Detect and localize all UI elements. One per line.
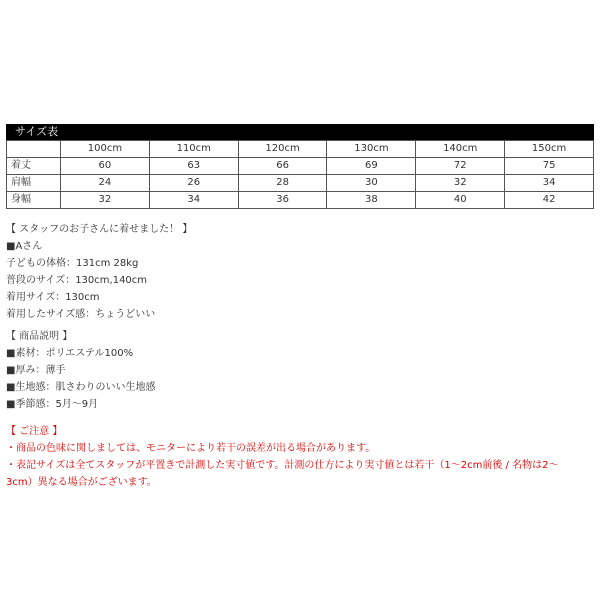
staff-line: 着用したサイズ感：ちょうどいい bbox=[6, 309, 156, 320]
table-cell: 26 bbox=[149, 175, 238, 192]
notice-line: ・商品の色味に関しましては、モニターにより若干の誤差が出る場合があります。 bbox=[6, 443, 376, 454]
notice-line: ・表記サイズは全てスタッフが平置きで計測した実寸値です。計測の仕方により実寸値とは若干（1〜2cm前後 / 名物は2〜 bbox=[6, 460, 559, 471]
table-row bbox=[7, 158, 594, 175]
size-column-header: 140cm bbox=[416, 141, 505, 158]
table-cell: 36 bbox=[238, 192, 327, 209]
size-column-header: 130cm bbox=[327, 141, 416, 158]
staff-heading: 【 スタッフのお子さんに着せました！ 】 bbox=[6, 224, 193, 235]
table-cell: 60 bbox=[61, 158, 150, 175]
table-cell: 30 bbox=[327, 175, 416, 192]
size-column-header: 110cm bbox=[149, 141, 238, 158]
staff-section bbox=[6, 221, 192, 323]
row-label-shoulder: 肩幅 bbox=[7, 175, 61, 192]
table-cell: 66 bbox=[238, 158, 327, 175]
staff-line: 子どもの体格：131cm 28kg bbox=[6, 258, 139, 269]
row-label-width: 身幅 bbox=[7, 192, 61, 209]
product-line: ■素材：ポリエステル100% bbox=[6, 348, 134, 359]
product-line: ■生地感：肌さわりのいい生地感 bbox=[6, 382, 156, 393]
table-cell: 24 bbox=[61, 175, 150, 192]
product-section bbox=[6, 328, 155, 413]
table-cell: 38 bbox=[327, 192, 416, 209]
notice-heading: 【 ご注意 】 bbox=[6, 426, 63, 437]
size-column-header: 120cm bbox=[238, 141, 327, 158]
staff-line: ■Aさん bbox=[6, 241, 43, 252]
size-table-corner-cell bbox=[7, 141, 61, 158]
table-cell: 72 bbox=[416, 158, 505, 175]
staff-line: 普段のサイズ：130cm,140cm bbox=[6, 275, 148, 286]
product-line: ■厚み：薄手 bbox=[6, 365, 66, 376]
table-cell: 32 bbox=[416, 175, 505, 192]
size-table-title: サイズ表 bbox=[6, 124, 594, 140]
notice-section bbox=[6, 423, 558, 491]
table-cell: 42 bbox=[505, 192, 594, 209]
staff-line: 着用サイズ：130cm bbox=[6, 292, 100, 303]
table-cell: 32 bbox=[61, 192, 150, 209]
row-label-length: 着丈 bbox=[7, 158, 61, 175]
table-row bbox=[7, 192, 594, 209]
product-heading: 【 商品説明 】 bbox=[6, 331, 73, 342]
table-row bbox=[7, 175, 594, 192]
table-cell: 34 bbox=[505, 175, 594, 192]
size-column-header: 100cm bbox=[61, 141, 150, 158]
table-cell: 40 bbox=[416, 192, 505, 209]
size-column-header: 150cm bbox=[505, 141, 594, 158]
size-table-header-row bbox=[7, 141, 594, 158]
product-line: ■季節感：5月〜9月 bbox=[6, 399, 99, 410]
table-cell: 63 bbox=[149, 158, 238, 175]
table-cell: 28 bbox=[238, 175, 327, 192]
size-table bbox=[6, 140, 594, 209]
table-cell: 75 bbox=[505, 158, 594, 175]
table-cell: 34 bbox=[149, 192, 238, 209]
table-cell: 69 bbox=[327, 158, 416, 175]
notice-line: 3cm）異なる場合がございます。 bbox=[6, 477, 157, 488]
